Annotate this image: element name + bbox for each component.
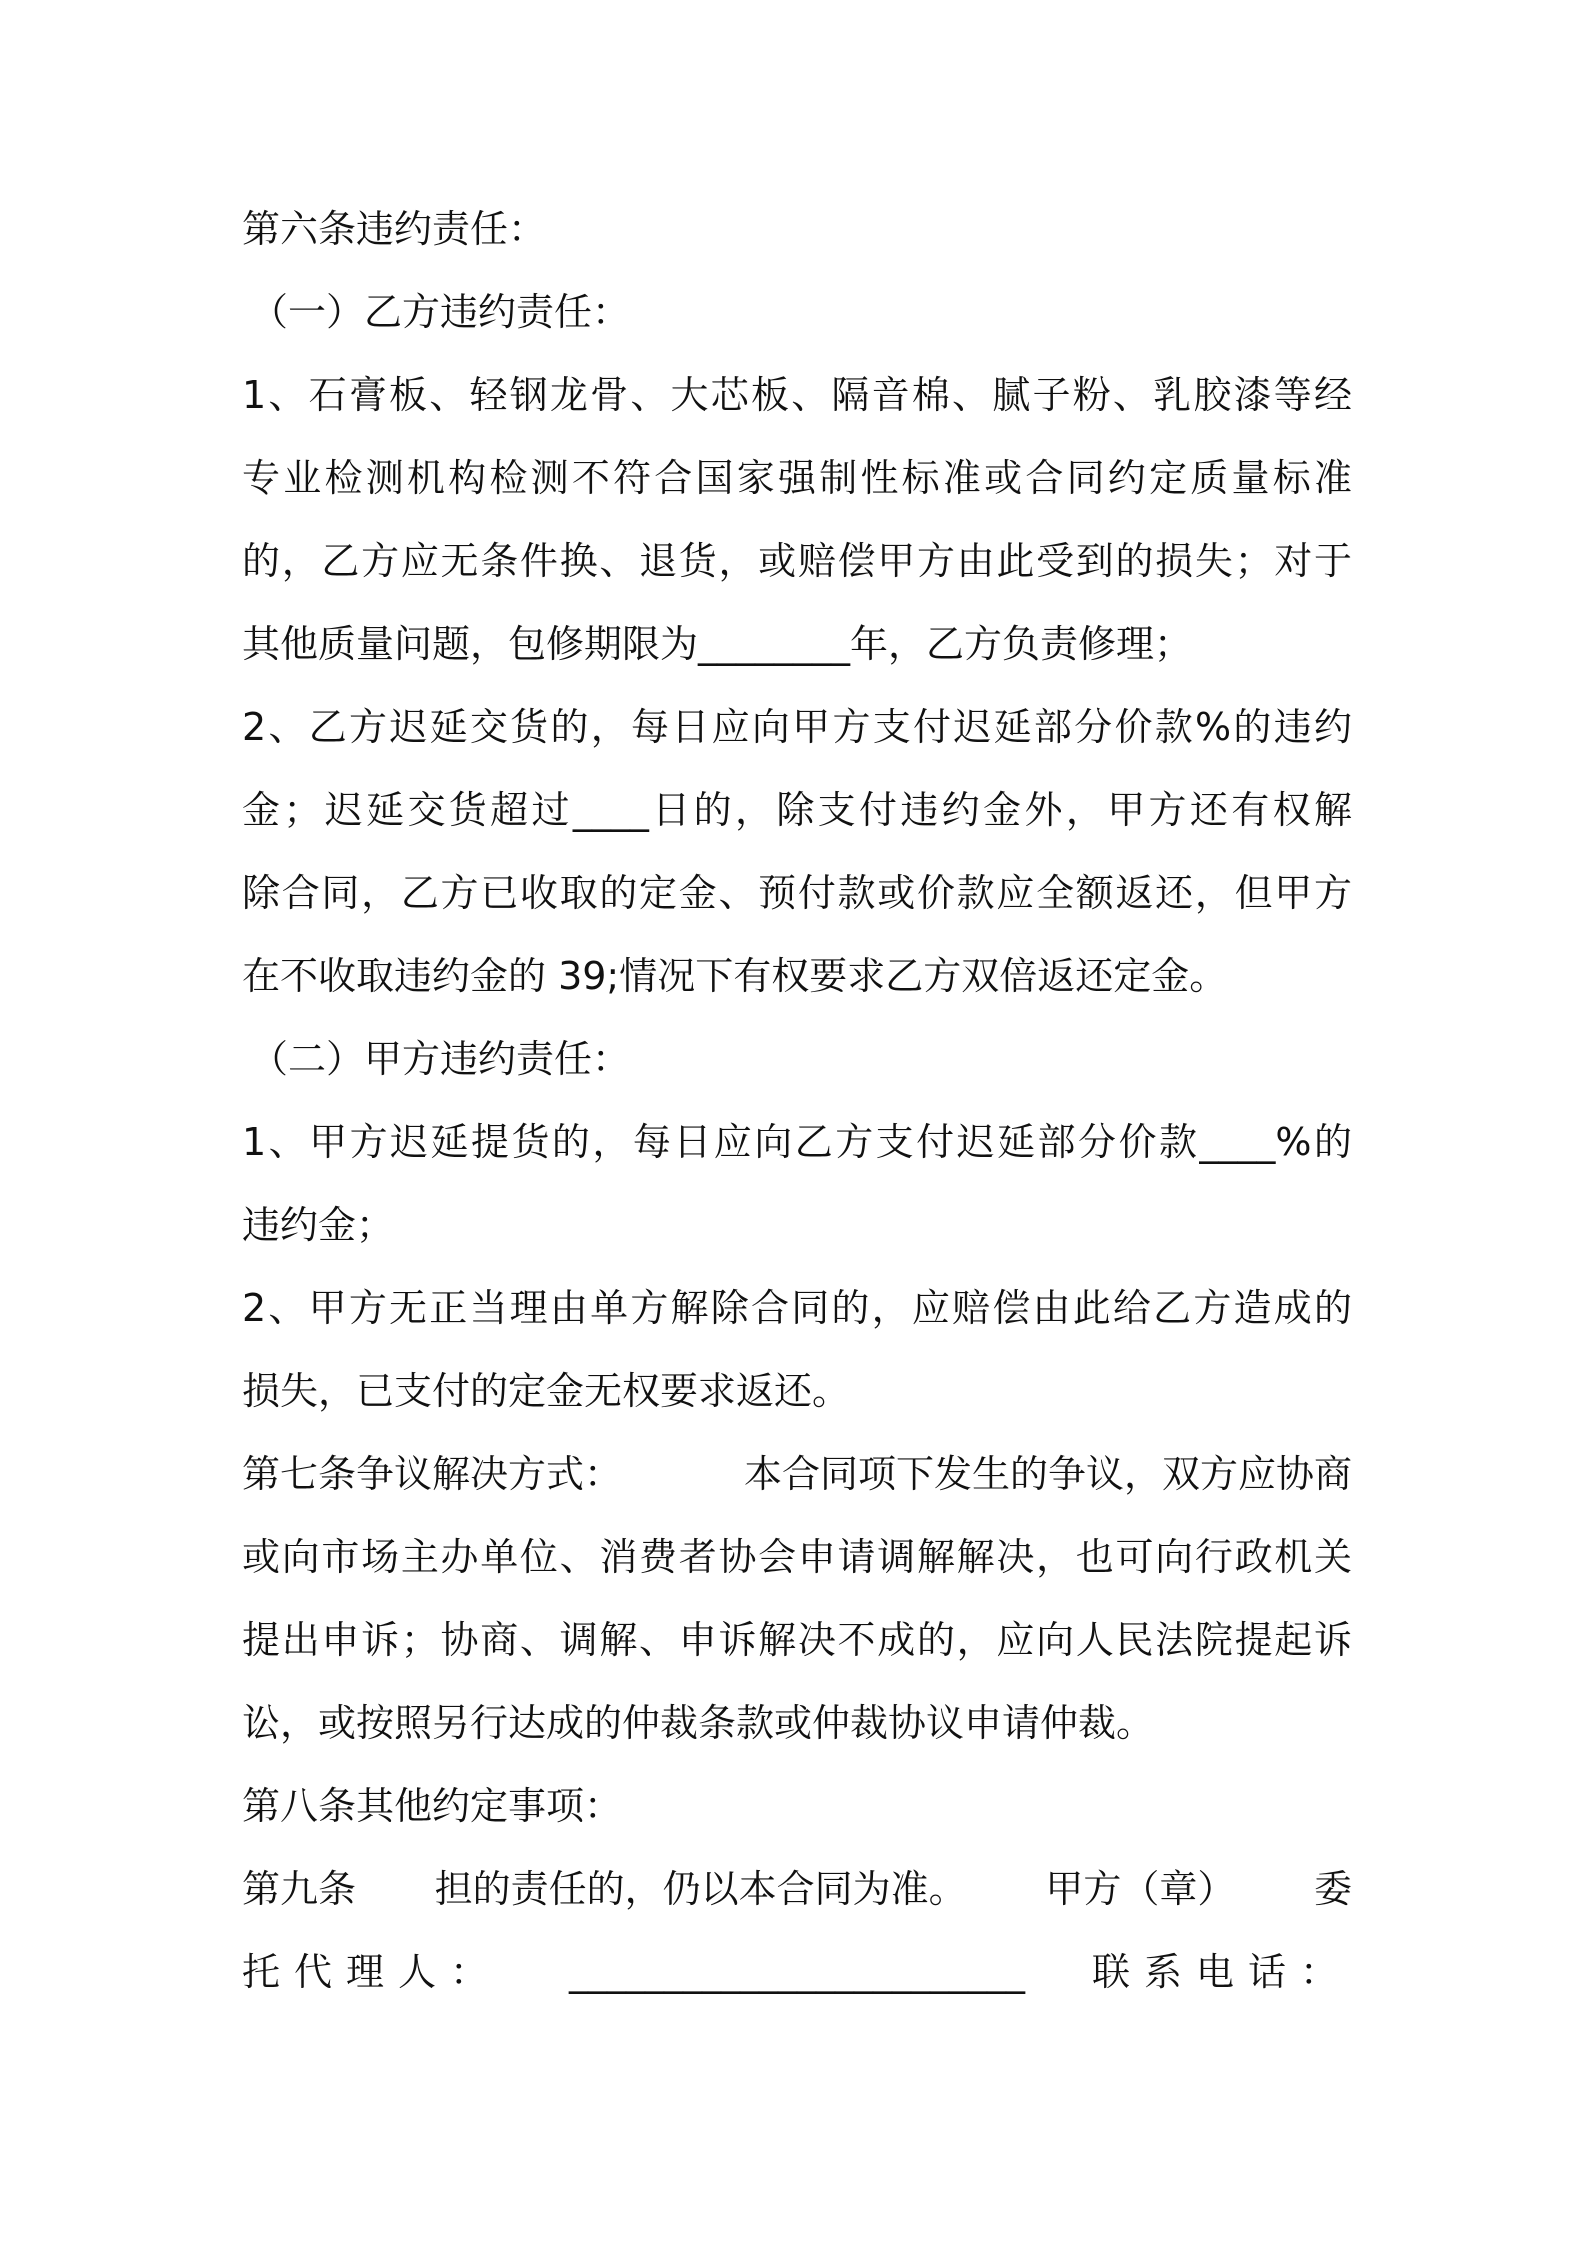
paragraph-line: 的，乙方应无条件换、退货，或赔偿甲方由此受到的损失；对于 xyxy=(242,539,1352,583)
article9-label: 第九条 xyxy=(242,1867,357,1911)
paragraph-line: 提出申诉；协商、调解、申诉解决不成的，应向人民法院提起诉 xyxy=(242,1618,1352,1662)
paragraph-line: 讼，或按照另行达成的仲裁条款或仲裁协议申请仲裁。 xyxy=(242,1701,1155,1745)
paragraph-line: 金；迟延交货超过____日的，除支付违约金外，甲方还有权解 xyxy=(242,788,1352,832)
phone-label: 联系电话： xyxy=(1091,1950,1352,1994)
paragraph-line: 1、石膏板、轻钢龙骨、大芯板、隔音棉、腻子粉、乳胶漆等经 xyxy=(242,373,1352,417)
paragraph-line: 2、乙方迟延交货的，每日应向甲方支付迟延部分价款%的违约 xyxy=(242,705,1352,749)
article6-heading: 第六条违约责任： xyxy=(242,207,547,251)
paragraph-line: 违约金； xyxy=(242,1203,395,1247)
paragraph-line: 1、甲方迟延提货的，每日应向乙方支付迟延部分价款____%的 xyxy=(242,1120,1352,1164)
section-party-a-heading: （二）甲方违约责任： xyxy=(250,1037,631,1081)
article8-heading: 第八条其他约定事项： xyxy=(242,1784,623,1828)
paragraph-line: 专业检测机构检测不符合国家强制性标准或合同约定质量标准 xyxy=(242,456,1352,500)
article7-first-text: 本合同项下发生的争议，双方应协商 xyxy=(743,1452,1352,1496)
agent-label: 托代理人： xyxy=(242,1950,503,1994)
paragraph-line: 或向市场主办单位、消费者协会申请调解解决，也可向行政机关 xyxy=(242,1535,1352,1579)
entrust-char: 委 xyxy=(1313,1867,1352,1911)
paragraph-line: 除合同，乙方已收取的定金、预付款或价款应全额返还，但甲方 xyxy=(242,871,1352,915)
paragraph-line: 2、甲方无正当理由单方解除合同的，应赔偿由此给乙方造成的 xyxy=(242,1286,1352,1330)
paragraph-line: 损失，已支付的定金无权要求返还。 xyxy=(242,1369,851,1413)
agent-blank: ________________________ xyxy=(569,1950,1025,1994)
paragraph-line: 其他质量问题，包修期限为________年，乙方负责修理； xyxy=(242,622,1193,666)
paragraph-line: 在不收取违约金的 39;情况下有权要求乙方双倍返还定金。 xyxy=(242,954,1228,998)
party-a-seal-label: 甲方（章） xyxy=(1045,1867,1236,1911)
article9-text: 担的责任的，仍以本合同为准。 xyxy=(434,1867,967,1911)
article7-first-row xyxy=(242,1432,1352,1516)
section-party-b-heading: （一）乙方违约责任： xyxy=(250,290,631,334)
agent-row xyxy=(242,1930,1352,2014)
article7-heading: 第七条争议解决方式： xyxy=(242,1452,623,1496)
article9-row xyxy=(242,1847,1352,1931)
